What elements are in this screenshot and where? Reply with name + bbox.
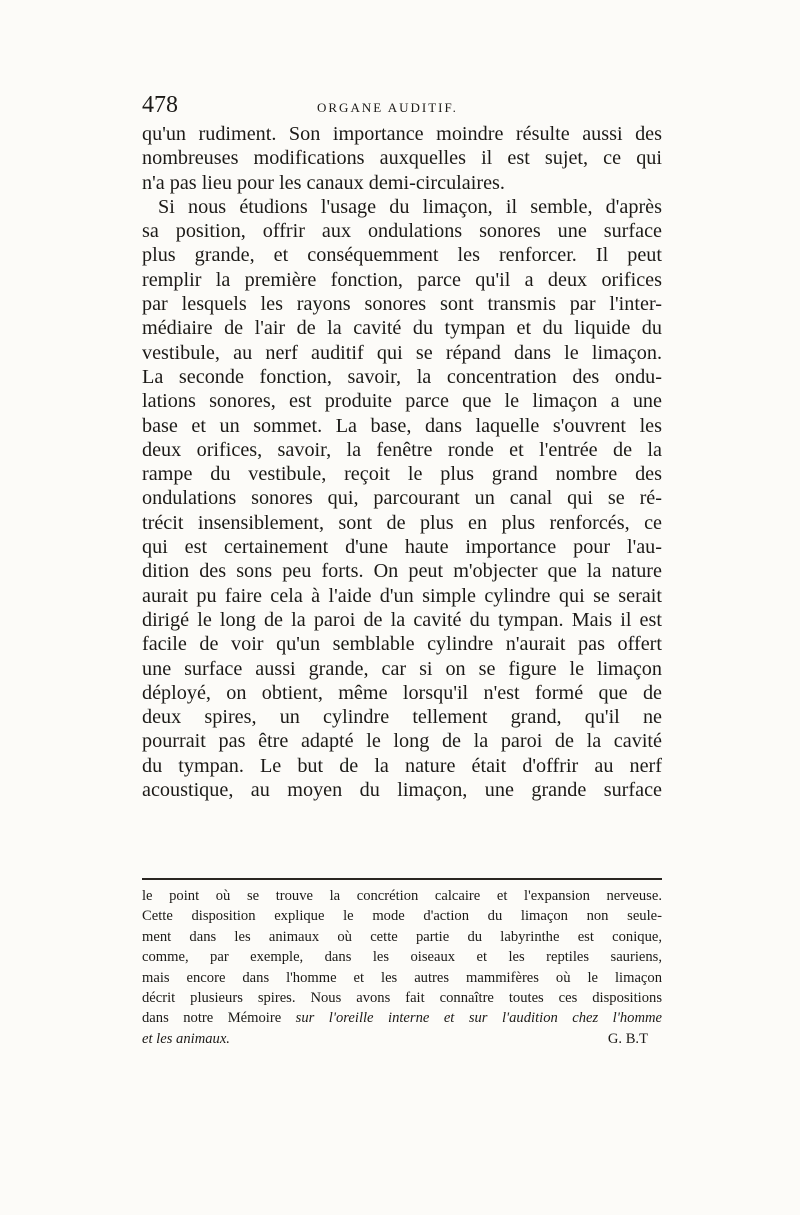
body-line: rampe du vestibule, reçoit le plus grand nombre des: [142, 463, 662, 486]
footnote: [142, 886, 662, 1049]
body-line: sa position, offrir aux ondulations sonores une surface: [142, 220, 662, 243]
body-line: une surface aussi grande, car si on se figure le limaçon: [142, 657, 662, 680]
body-line: dition des sons peu forts. On peut m'objecter que la nature: [142, 560, 662, 583]
body-line: qui est certainement d'une haute importance pour l'au-: [142, 536, 662, 559]
body-line: déployé, on obtient, même lorsqu'il n'est formé que de: [142, 681, 662, 704]
body-line: pourrait pas être adapté le long de la paroi de la cavité: [142, 730, 662, 753]
body-line: nombreuses modifications auxquelles il est sujet, ce qui: [142, 147, 662, 170]
body-line: Si nous étudions l'usage du limaçon, il semble, d'après: [158, 195, 662, 218]
footnote-line: [142, 1008, 662, 1028]
footnote-line: ment dans les animaux où cette partie du labyrinthe est conique,: [142, 928, 662, 945]
body-line: médiaire de l'air de la cavité du tympan et du liquide du: [142, 317, 662, 340]
body-line: La seconde fonction, savoir, la concentration des ondu-: [142, 365, 662, 388]
body-line: trécit insensiblement, sont de plus en plus renforcés, ce: [142, 511, 662, 534]
body-line: remplir la première fonction, parce qu'il a deux orifices: [142, 268, 662, 291]
body-line: lations sonores, est produite parce que le limaçon a une: [142, 390, 662, 413]
body-line: dirigé le long de la paroi de la cavité du tympan. Mais il est: [142, 608, 662, 631]
footnote-line: comme, par exemple, dans les oiseaux et les reptiles sauriens,: [142, 949, 662, 966]
body-line: deux spires, un cylindre tellement grand, qu'il ne: [142, 706, 662, 729]
footnote-line: Cette disposition explique le mode d'action du limaçon non seule-: [142, 908, 662, 925]
footnote-line: décrit plusieurs spires. Nous avons fait connaître toutes ces dispositions: [142, 989, 662, 1006]
footnote-italic-end: et les animaux.: [142, 1030, 230, 1047]
body-line: deux orifices, savoir, la fenêtre ronde et l'entrée de la: [142, 438, 662, 461]
footnote-last-line: [142, 1029, 662, 1049]
body-line: plus grande, et conséquemment les renforcer. Il peut: [142, 244, 662, 267]
page-number: 478: [142, 92, 178, 118]
footnote-text: dans notre Mémoire: [142, 1010, 296, 1027]
footnote-rule: [142, 878, 662, 880]
body-line: du tympan. Le but de la nature était d'offrir au nerf: [142, 754, 662, 777]
body-line: aurait pu faire cela à l'aide d'un simple cylindre qui se serait: [142, 584, 662, 607]
page-header: [142, 92, 662, 122]
footnote-signature: G. B.T: [607, 1030, 648, 1047]
body-line: qu'un rudiment. Son importance moindre résulte aussi des: [142, 123, 662, 145]
body-line: ondulations sonores qui, parcourant un canal qui se ré-: [142, 487, 662, 510]
body-line: par lesquels les rayons sonores sont transmis par l'inter-: [142, 293, 662, 316]
body-line: facile de voir qu'un semblable cylindre n'aurait pas offert: [142, 633, 662, 656]
footnote-line: mais encore dans l'homme et les autres mammifères où le limaçon: [142, 969, 662, 986]
running-head: ORGANE AUDITIF.: [317, 100, 458, 115]
body-line: n'a pas lieu pour les canaux demi-circulaires.: [142, 171, 505, 194]
footnote-line: le point où se trouve la concrétion calcaire et l'expansion nerveuse.: [142, 888, 662, 904]
body-line: vestibule, au nerf auditif qui se répand dans le limaçon.: [142, 341, 662, 364]
body-text: [142, 122, 662, 802]
body-line: base et un sommet. La base, dans laquelle s'ouvrent les: [142, 414, 662, 437]
body-line: acoustique, au moyen du limaçon, une grande surface: [142, 779, 662, 802]
footnote-italic-title: sur l'oreille interne et sur l'audition chez l'homme: [295, 1010, 662, 1027]
